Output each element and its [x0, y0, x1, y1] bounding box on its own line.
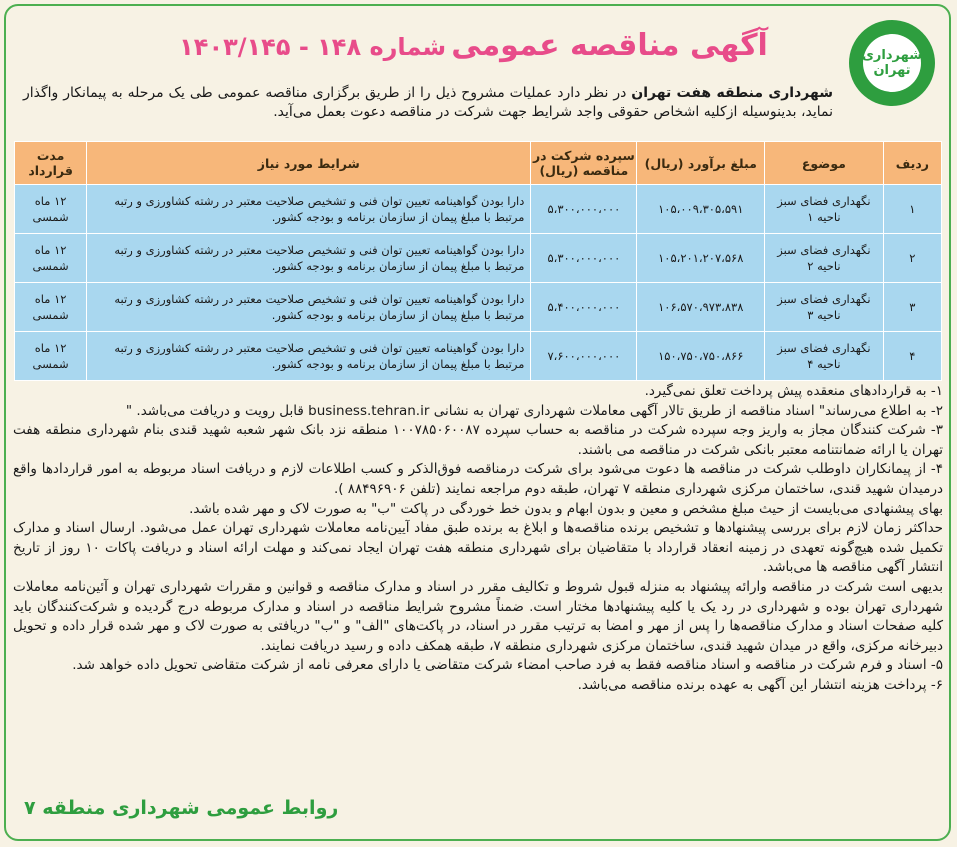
title-main: آگهی مناقصه عمومی: [451, 28, 768, 63]
ad-item: بهای پیشنهادی می‌بایست از حیث مبلغ مشخص و معین و بدون ابهام و بدون خط خوردگی در پاکت "ب" به صورت لاک و مهر شده باشد.: [189, 500, 943, 517]
cell-condition: دارا بودن گواهینامه تعیین توان فنی و تشخیص صلاحیت معتبر در رشته کشاورزی و رتبه مرتبط با مبلغ پیمان از سازمان برنامه و بودجه کشور.: [87, 283, 531, 332]
cell-deposit: ۵،۳۰۰،۰۰۰،۰۰۰: [531, 234, 637, 283]
cell-subject: نگهداری فضای سبز ناحیه ۱: [765, 185, 884, 234]
intro-text: در نظر دارد عملیات مشروح ذیل را از طریق برگزاری مناقصه عمومی طی یک مرحله به پیمانکار واگذار نماید، بدینوسیله ازکلیه اشخاص حقوقی واجد شرایط جهت شرکت در مناقصه دعوت بعمل می‌آید.: [23, 85, 833, 120]
ad-item: بدیهی است شرکت در مناقصه وارائه پیشنهاد به منزله قبول شروط و تکالیف مقرر در اسناد و مدارک مناقصه و قوانین و مقررات شهرداری تهران و آئین‌نامه معاملات شهرداری تهران بوده و شهرداری در رد یک یا کلیه پیشنهادها مختار است. ضمناً مشروح شرایط مناقصه در اسناد و مدارک مربوطه درج گردیده و شرکت‌کنندگان باید کلیه صفحات اسناد و مدارک مناقصه‌ها را پس از مهر و امضا به ترتیب مقرر در اسناد، در پاکت‌های "الف" و "ب" دریافتی به صورت لاک و مهر شده قرار داده و تحویل دبیرخانه مرکزی، واقع در میدان شهید قندی، ساختمان مرکزی شهرداری منطقه ۷، طبقه همکف داده و رسید دریافت نمایند.: [13, 578, 943, 654]
cell-condition: دارا بودن گواهینامه تعیین توان فنی و تشخیص صلاحیت معتبر در رشته کشاورزی و رتبه مرتبط با مبلغ پیمان از سازمان برنامه و بودجه کشور.: [87, 234, 531, 283]
logo-inner: [863, 34, 921, 92]
header-row: ردیف: [883, 142, 941, 185]
cell-estimate: ۱۰۶،۵۷۰،۹۷۳،۸۳۸: [637, 283, 765, 332]
cell-deposit: ۷،۶۰۰،۰۰۰،۰۰۰: [531, 332, 637, 381]
table-row: [15, 283, 942, 332]
table-row: [15, 234, 942, 283]
header-duration: مدت قرارداد: [15, 142, 87, 185]
cell-estimate: ۱۵۰،۷۵۰،۷۵۰،۸۶۶: [637, 332, 765, 381]
tehran-municipality-logo-icon: [849, 20, 935, 106]
cell-row: ۳: [883, 283, 941, 332]
cell-subject: نگهداری فضای سبز ناحیه ۲: [765, 234, 884, 283]
cell-estimate: ۱۰۵،۰۰۹،۳۰۵،۵۹۱: [637, 185, 765, 234]
ad-item: ۲- به اطلاع می‌رساند" اسناد مناقصه از طریق تالار آگهی معاملات شهرداری تهران به نشانی business.tehran.ir قابل رویت و دریافت می‌باشد. ": [125, 402, 943, 419]
ad-item: ۱- به قراردادهای منعقده پیش پرداخت تعلق نمی‌گیرد.: [644, 383, 943, 399]
ad-title: [140, 28, 807, 63]
header-subject: موضوع: [765, 142, 884, 185]
table-row: [15, 185, 942, 234]
cell-row: ۱: [883, 185, 941, 234]
intro-paragraph: [23, 84, 833, 122]
intro-bold: شهرداری منطقه هفت تهران: [631, 85, 833, 101]
footer-signature: روابط عمومی شهرداری منطقه ۷: [24, 797, 339, 819]
cell-subject: نگهداری فضای سبز ناحیه ۳: [765, 283, 884, 332]
cell-row: ۲: [883, 234, 941, 283]
tender-table: [14, 141, 942, 381]
cell-deposit: ۵،۴۰۰،۰۰۰،۰۰۰: [531, 283, 637, 332]
header-condition: شرایط مورد نیاز: [87, 142, 531, 185]
header-deposit: سپرده شرکت در مناقصه (ریال): [531, 142, 637, 185]
cell-subject: نگهداری فضای سبز ناحیه ۴: [765, 332, 884, 381]
ad-item: ۵- اسناد و فرم شرکت در مناقصه و اسناد مناقصه فقط به فرد صاحب امضاء شرکت متقاضی یا دارای معرفی نامه از شرکت متقاضی تحویل داده خواهد شد.: [72, 657, 943, 674]
table-header-row: [15, 142, 942, 185]
table-row: [15, 332, 942, 381]
logo-text-line1: شهرداری: [862, 48, 922, 63]
cell-condition: دارا بودن گواهینامه تعیین توان فنی و تشخیص صلاحیت معتبر در رشته کشاورزی و رتبه مرتبط با مبلغ پیمان از سازمان برنامه و بودجه کشور.: [87, 185, 531, 234]
cell-duration: ۱۲ ماه شمسی: [15, 234, 87, 283]
logo-text-line2: تهران: [873, 63, 911, 78]
cell-duration: ۱۲ ماه شمسی: [15, 283, 87, 332]
header-estimate: مبلغ برآورد (ریال): [637, 142, 765, 185]
ad-item: حداکثر زمان لازم برای بررسی پیشنهادها و تشخیص برنده مناقصه‌ها و ابلاغ به برنده طبق مفاد آیین‌نامه معاملات شهرداری تهران عمل می‌شود. ارسال اسناد و مدارک تکمیل شده هیچ‌گونه تعهدی در زمینه انعقاد قرارداد با متقاضیان برای شهرداری منطقه هفت تهران ایجاد نمی‌کند و مهلت ارائه اسناد و دریافت پاکات ۱۰ روز از تاریخ انتشار آگهی مناقصه ها می‌باشد.: [13, 520, 943, 576]
ad-item: ۴- از پیمانکاران داوطلب شرکت در مناقصه ها دعوت می‌شود برای شرکت درمناقصه فوق‌الذکر و کسب اطلاعات لازم و دریافت اسناد مربوطه به امور قراردادها واقع درمیدان شهید قندی، ساختمان مرکزی شهرداری منطقه ۷ تهران، طبقه دوم مراجعه نمایند (تلفن ۸۸۴۹۶۹۰۶ ).: [13, 461, 943, 497]
cell-duration: ۱۲ ماه شمسی: [15, 332, 87, 381]
title-number: شماره ۱۴۸ - ۱۴۰۳/۱۴۵: [179, 33, 447, 61]
ad-body: [13, 382, 943, 696]
ad-item: ۳- شرکت کنندگان مجاز به واریز وجه سپرده شرکت در مناقصه به حساب سپرده ۱۰۰۷۸۵۰۶۰۰۸۷ منطقه نزد بانک شهر شعبه شهید قندی بنام شهرداری منطقه هفت تهران یا ارائه ضمانتنامه معتبر بانکی شرکت در مناقصه می باشند.: [13, 422, 944, 458]
cell-estimate: ۱۰۵،۲۰۱،۲۰۷،۵۶۸: [637, 234, 765, 283]
cell-row: ۴: [883, 332, 941, 381]
cell-deposit: ۵،۳۰۰،۰۰۰،۰۰۰: [531, 185, 637, 234]
cell-condition: دارا بودن گواهینامه تعیین توان فنی و تشخیص صلاحیت معتبر در رشته کشاورزی و رتبه مرتبط با مبلغ پیمان از سازمان برنامه و بودجه کشور.: [87, 332, 531, 381]
cell-duration: ۱۲ ماه شمسی: [15, 185, 87, 234]
ad-item: ۶- پرداخت هزینه انتشار این آگهی به عهده برنده مناقصه می‌باشد.: [577, 676, 943, 693]
